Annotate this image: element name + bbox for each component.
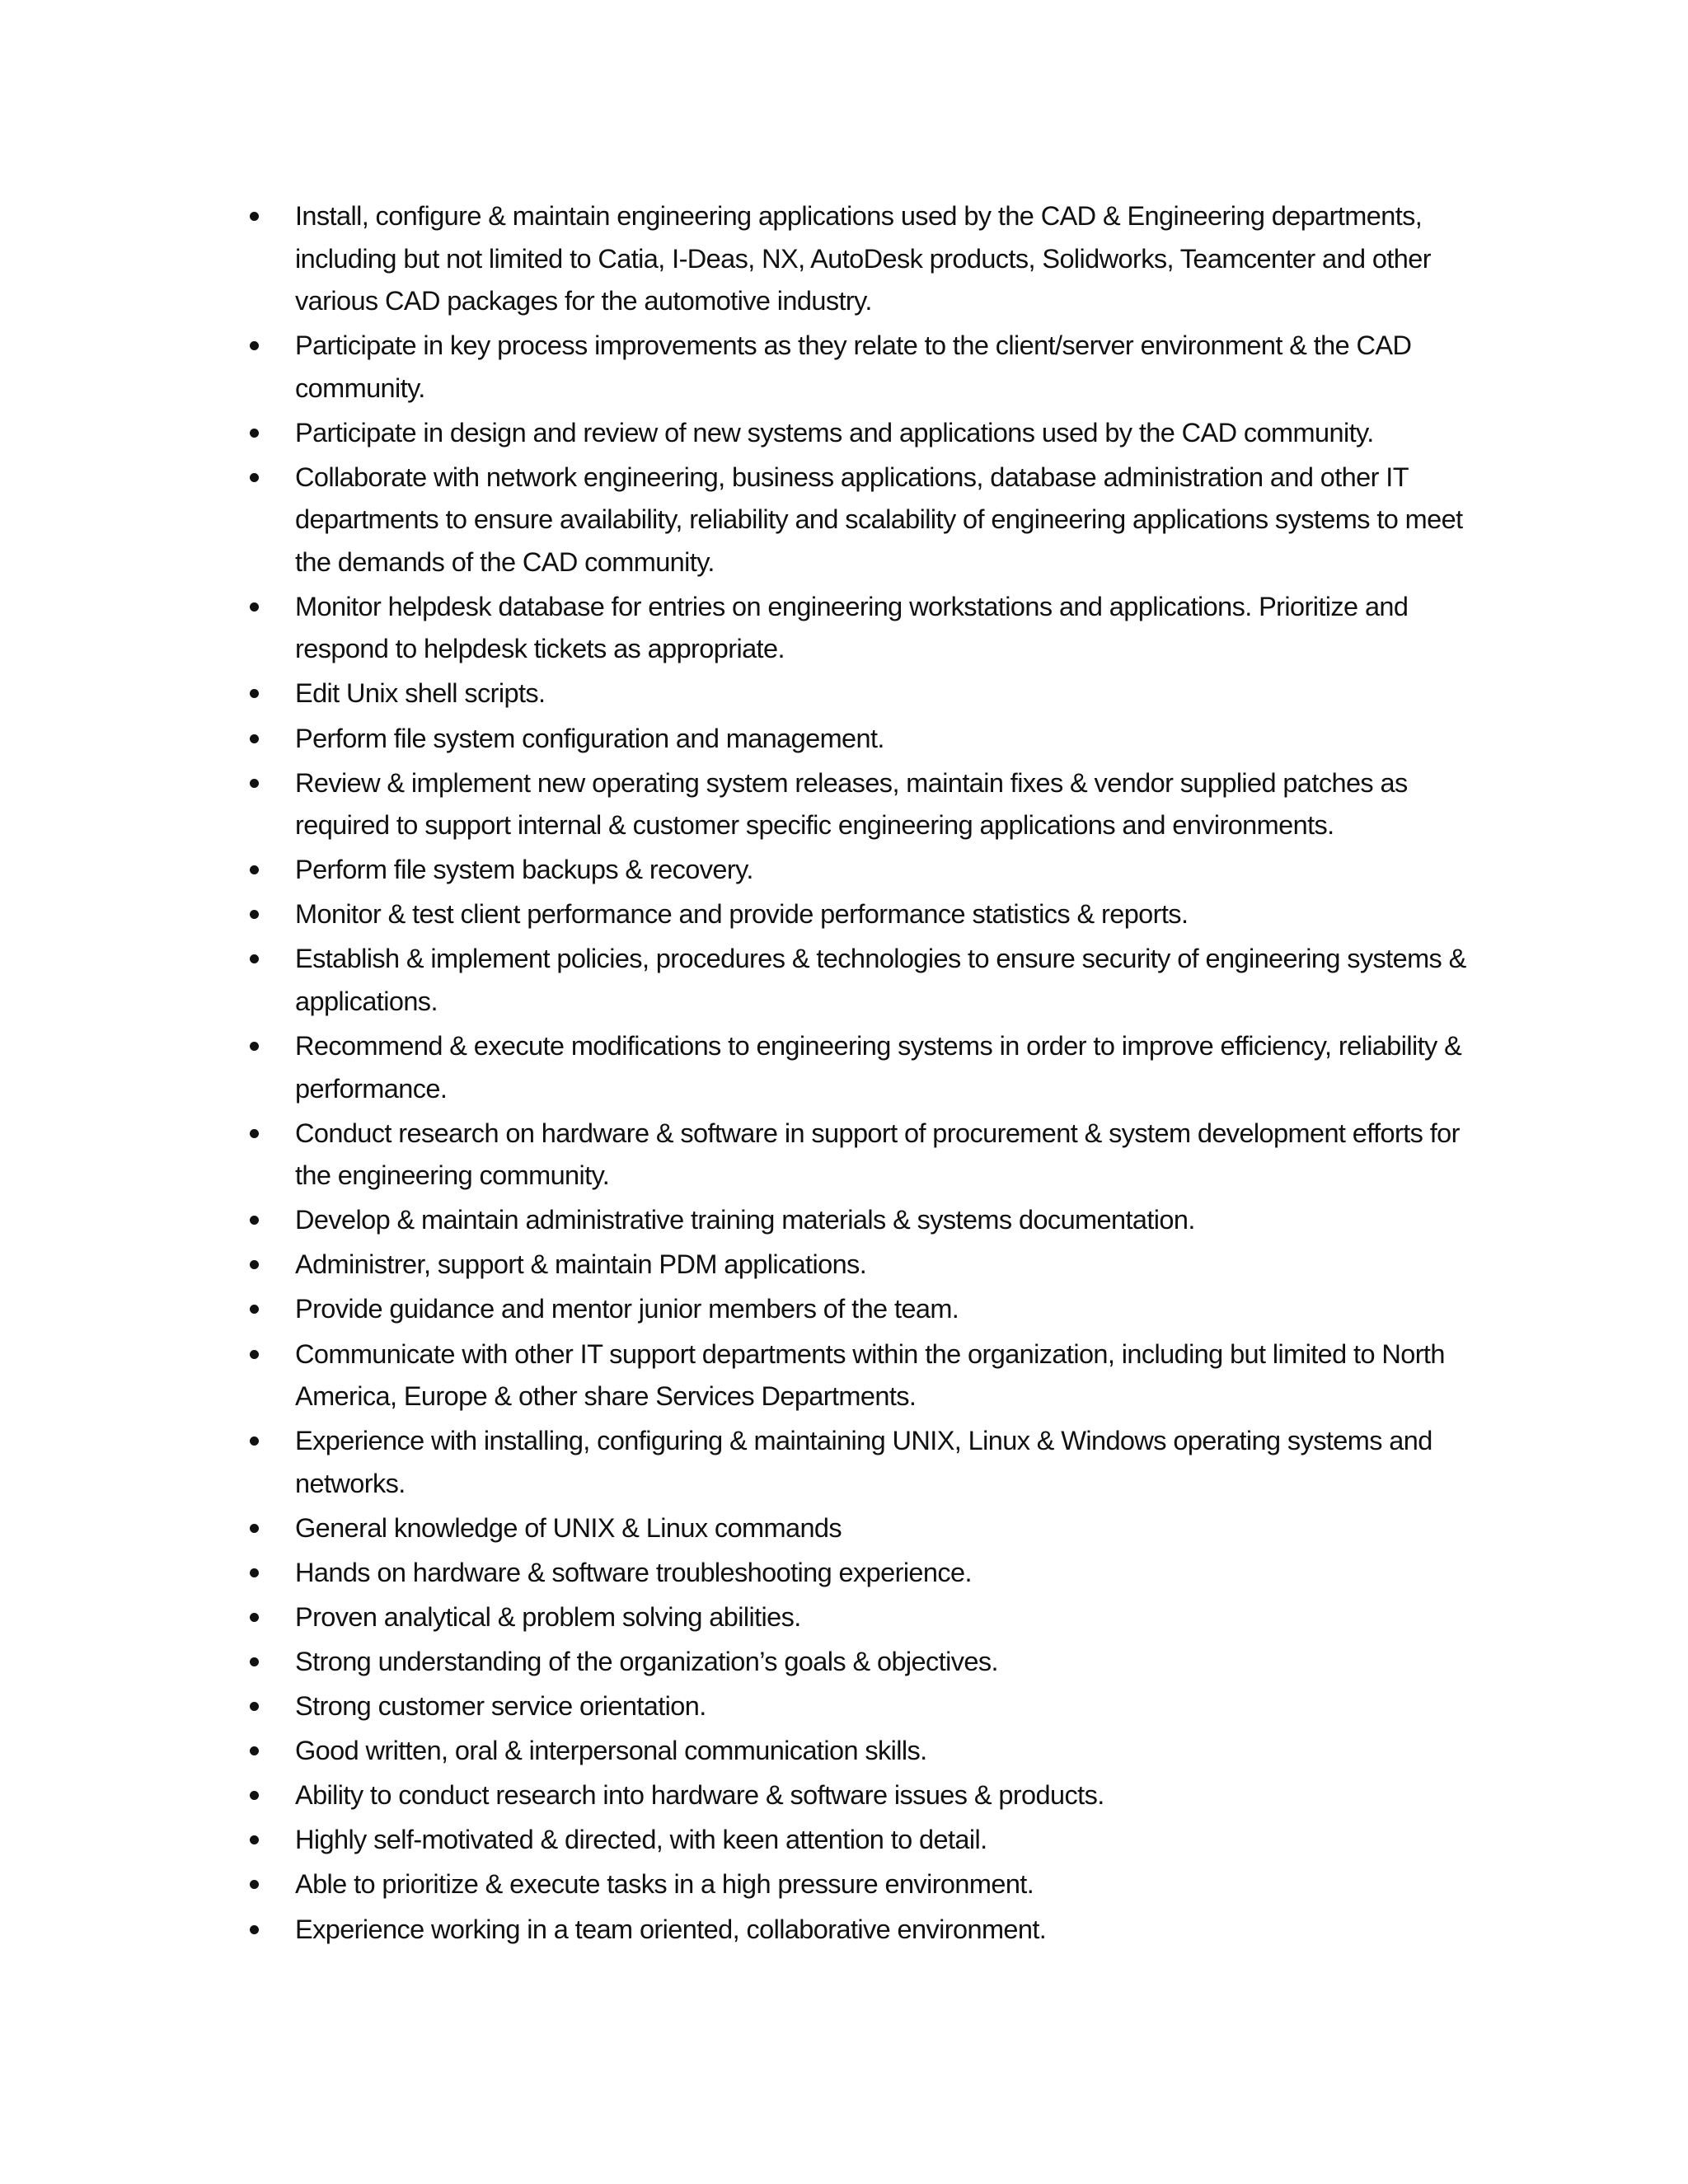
list-item-text: Monitor & test client performance and provide performance statistics & reports. xyxy=(295,899,1189,930)
list-item xyxy=(246,1507,1482,1550)
list-item xyxy=(246,1863,1482,1906)
bullet-icon xyxy=(250,779,259,788)
list-item xyxy=(246,1420,1482,1505)
list-item-text: Establish & implement policies, procedures & technologies to ensure security of engineering systems & applications. xyxy=(295,944,1466,1016)
bullet-icon xyxy=(250,1702,259,1711)
list-item-text: Conduct research on hardware & software in support of procurement & system development efforts for the engineering community. xyxy=(295,1118,1460,1191)
bullet-icon xyxy=(250,1524,259,1533)
list-item xyxy=(246,325,1482,410)
bullet-icon xyxy=(250,1925,259,1934)
list-item-text: Proven analytical & problem solving abilities. xyxy=(295,1601,801,1632)
list-item xyxy=(246,718,1482,761)
bullet-icon xyxy=(250,1568,259,1577)
bullet-icon xyxy=(250,910,259,919)
list-item-text: Review & implement new operating system releases, maintain fixes & vendor supplied patches as required to support internal & customer specific engineering applications and environments. xyxy=(295,767,1408,841)
list-item-text: Experience with installing, configuring & maintaining UNIX, Linux & Windows operating systems and networks. xyxy=(295,1426,1432,1498)
list-item xyxy=(246,673,1482,715)
bullet-icon xyxy=(250,1746,259,1755)
list-item xyxy=(246,1288,1482,1331)
list-item-text: Participate in key process improvements as they relate to the client/server environment & the CAD community. xyxy=(295,330,1412,403)
list-item xyxy=(246,1685,1482,1728)
list-item xyxy=(246,1819,1482,1862)
list-item-text: Good written, oral & interpersonal communication skills. xyxy=(295,1736,927,1766)
list-item xyxy=(246,938,1482,1023)
bullet-icon xyxy=(250,1216,259,1225)
list-item-text: Perform file system backups & recovery. xyxy=(295,855,753,885)
list-item-text: Recommend & execute modifications to engineering systems in order to improve efficiency, reliability & performance. xyxy=(295,1031,1462,1104)
list-item-text: Communicate with other IT support departments within the organization, including but limited to North America, Europe & other share Services Departments. xyxy=(295,1338,1445,1411)
bullet-icon xyxy=(250,1129,259,1138)
bullet-icon xyxy=(250,1880,259,1889)
list-item-text: Monitor helpdesk database for entries on engineering workstations and applications. Prioritize and respond to helpdesk tickets as appropriate. xyxy=(295,591,1409,664)
bullet-icon xyxy=(250,865,259,874)
bullet-icon xyxy=(250,1350,259,1359)
list-item-text: Administrer, support & maintain PDM applications. xyxy=(295,1249,867,1280)
list-item xyxy=(246,893,1482,936)
list-item xyxy=(246,1552,1482,1595)
list-item xyxy=(246,762,1482,847)
list-item xyxy=(246,1333,1482,1418)
bullet-icon xyxy=(250,1260,259,1269)
list-item xyxy=(246,1730,1482,1773)
list-item xyxy=(246,195,1482,323)
list-item xyxy=(246,1244,1482,1286)
list-item xyxy=(246,412,1482,455)
list-item-text: Develop & maintain administrative training materials & systems documentation. xyxy=(295,1205,1195,1235)
list-item-text: Highly self-motivated & directed, with keen attention to detail. xyxy=(295,1825,987,1855)
list-item-text: Install, configure & maintain engineering applications used by the CAD & Engineering departments, including but not limited to Catia, I-Deas, NX, AutoDesk products, Solidworks, Teamcenter and other various CAD packages for the automotive industry. xyxy=(295,201,1431,316)
bullet-icon xyxy=(250,689,259,698)
bullet-icon xyxy=(250,341,259,350)
list-item-text: Strong customer service orientation. xyxy=(295,1691,706,1722)
list-item xyxy=(246,1641,1482,1684)
list-item xyxy=(246,586,1482,671)
list-item xyxy=(246,1596,1482,1639)
bullet-icon xyxy=(250,602,259,612)
bullet-icon xyxy=(250,734,259,743)
bullet-icon xyxy=(250,1613,259,1622)
bullet-icon xyxy=(250,429,259,438)
bullet-icon xyxy=(250,1436,259,1446)
list-item xyxy=(246,1025,1482,1110)
list-item xyxy=(246,1774,1482,1817)
list-item-text: Edit Unix shell scripts. xyxy=(295,678,546,709)
list-item-text: Ability to conduct research into hardware & software issues & products. xyxy=(295,1780,1104,1811)
bullet-icon xyxy=(250,473,259,482)
bullet-icon xyxy=(250,1835,259,1844)
list-item xyxy=(246,1113,1482,1197)
list-item-text: Able to prioritize & execute tasks in a high pressure environment. xyxy=(295,1869,1034,1900)
bullet-icon xyxy=(250,954,259,963)
list-item-text: Experience working in a team oriented, collaborative environment. xyxy=(295,1914,1047,1944)
bullet-icon xyxy=(250,212,259,221)
list-item xyxy=(246,849,1482,892)
bullet-icon xyxy=(250,1657,259,1666)
list-item-text: Perform file system configuration and management. xyxy=(295,723,884,753)
list-item-text: General knowledge of UNIX & Linux commands xyxy=(295,1512,842,1543)
list-item xyxy=(246,1909,1482,1952)
list-item-text: Hands on hardware & software troubleshooting experience. xyxy=(295,1557,972,1587)
list-item-text: Participate in design and review of new systems and applications used by the CAD community. xyxy=(295,417,1374,448)
list-item-text: Provide guidance and mentor junior members of the team. xyxy=(295,1294,959,1324)
bullet-icon xyxy=(250,1791,259,1800)
bullet-icon xyxy=(250,1042,259,1051)
bullet-icon xyxy=(250,1305,259,1314)
list-item xyxy=(246,1199,1482,1242)
list-item-text: Collaborate with network engineering, business applications, database administration and other IT departments to ensure availability, reliability and scalability of engineering applications systems to meet the demands of the CAD community. xyxy=(295,462,1463,577)
bullet-list xyxy=(246,195,1482,1953)
list-item xyxy=(246,457,1482,584)
list-item-text: Strong understanding of the organization’s goals & objectives. xyxy=(295,1646,998,1676)
